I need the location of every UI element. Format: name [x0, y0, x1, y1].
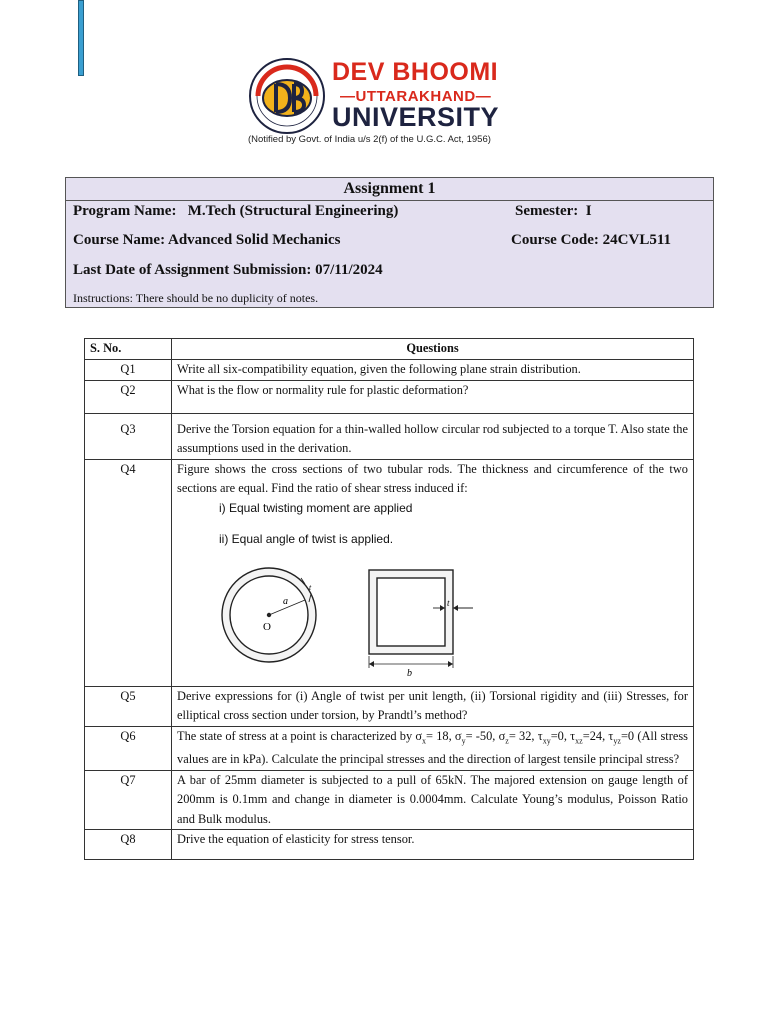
width-label: b: [407, 667, 412, 678]
circular-thickness-label: t: [309, 582, 312, 592]
circular-section: [222, 568, 316, 662]
sub-question-1: i) Equal twisting moment are applied: [219, 500, 413, 515]
course-code-label: Course Code:: [511, 232, 599, 248]
table-header-row: [85, 339, 694, 360]
table-row: [85, 726, 694, 770]
square-section: [369, 570, 473, 678]
question-number: Q8: [85, 830, 172, 860]
assignment-header: [65, 177, 714, 308]
question-number: Q5: [85, 686, 172, 726]
question-text: A bar of 25mm diameter is subjected to a pull of 65kN. The majored extension on gauge length of 200mm is 0.1mm and change in diameter is 0.0004mm. Calculate Young’s modulus, Poisson Ratio and Bulk modulus.: [172, 770, 694, 830]
course-code-row: [511, 232, 671, 249]
table-row: [85, 686, 694, 726]
course-name-row: [73, 232, 341, 249]
question-text: Write all six-compatibility equation, given the following plane strain distribution.: [172, 360, 694, 381]
instructions-text: Instructions: There should be no duplicity of notes.: [73, 291, 319, 305]
question-text: Derive expressions for (i) Angle of twist per unit length, (ii) Torsional rigidity and (iii) Stresses, for elliptical cross section under torsion, by Prandtl’s method?: [172, 686, 694, 726]
semester-row: [515, 203, 592, 220]
assignment-title: Assignment 1: [66, 178, 713, 201]
question-text-with-figure: [172, 459, 694, 686]
q6-text-part: The state of stress at a point is characterized by σ: [177, 728, 423, 743]
question-number: Q3: [85, 413, 172, 459]
question-number: Q4: [85, 459, 172, 686]
university-logo: [246, 52, 542, 156]
q6-text-part: = -50, σ: [465, 728, 506, 743]
side-accent-bar: [78, 0, 84, 76]
table-row: [85, 770, 694, 830]
center-label: O: [263, 620, 271, 633]
program-name-row: [73, 203, 398, 220]
square-thickness-label: t: [447, 597, 450, 608]
question-number: Q6: [85, 726, 172, 770]
logo-notification-note: (Notified by Govt. of India u/s 2(f) of the U.G.C. Act, 1956): [248, 134, 491, 145]
table-row: [85, 413, 694, 459]
tubular-sections-figure: [221, 560, 481, 678]
question-text: Drive the equation of elasticity for stress tensor.: [172, 830, 694, 860]
logo-text-dev-bhoomi: DEV BHOOMI: [332, 58, 499, 86]
q6-subscript: xy: [542, 735, 551, 745]
table-row: [85, 830, 694, 860]
table-row: [85, 360, 694, 381]
q6-subscript: y: [461, 735, 466, 745]
logo-text-uttarakhand: —UTTARAKHAND—: [340, 88, 492, 105]
radius-label: a: [283, 595, 288, 607]
q6-subscript: x: [422, 735, 427, 745]
question-text: Figure shows the cross sections of two tubular rods. The thickness and circumference of the two sections are equal. Find the ratio of shear stress induced if:: [177, 461, 688, 495]
logo-text-university: UNIVERSITY: [332, 102, 500, 132]
questions-table: [84, 338, 694, 860]
sub-question-2: ii) Equal angle of twist is applied.: [219, 532, 394, 546]
q6-text-part: =0, τ: [550, 728, 576, 743]
last-date-value: 07/11/2024: [315, 262, 383, 278]
q6-subscript: xz: [575, 735, 583, 745]
course-code-value: 24CVL511: [602, 232, 671, 248]
semester-label: Semester:: [515, 203, 579, 219]
column-header-questions: Questions: [172, 339, 694, 360]
q6-text-part: = 32, τ: [508, 728, 543, 743]
table-row: [85, 459, 694, 686]
program-name-value: M.Tech (Structural Engineering): [187, 203, 399, 219]
program-name-label: Program Name:: [73, 203, 177, 219]
q6-subscript: z: [505, 735, 509, 745]
semester-value: I: [585, 203, 592, 219]
q6-text-part: =0 (All stress values are in kPa). Calculate the principal stresses and the direction of largest tensile principal stress?: [177, 728, 689, 767]
q6-text-part: =24, τ: [582, 728, 614, 743]
course-name-value: Advanced Solid Mechanics: [168, 232, 341, 248]
question-number: Q1: [85, 360, 172, 381]
q6-text-part: = 18, σ: [426, 728, 462, 743]
question-text: What is the flow or normality rule for plastic deformation?: [172, 380, 694, 413]
column-header-sno: S. No.: [85, 339, 172, 360]
question-text: Derive the Torsion equation for a thin-walled hollow circular rod subjected to a torque T. Also state the assumptions used in the derivation.: [172, 413, 694, 459]
last-date-label: Last Date of Assignment Submission:: [73, 262, 312, 278]
question-text: [172, 726, 694, 770]
question-number: Q7: [85, 770, 172, 830]
q6-subscript: yz: [613, 735, 621, 745]
table-row: [85, 380, 694, 413]
university-emblem-icon: [246, 56, 328, 136]
course-name-label: Course Name:: [73, 232, 166, 248]
last-date-row: [73, 262, 383, 279]
question-number: Q2: [85, 380, 172, 413]
